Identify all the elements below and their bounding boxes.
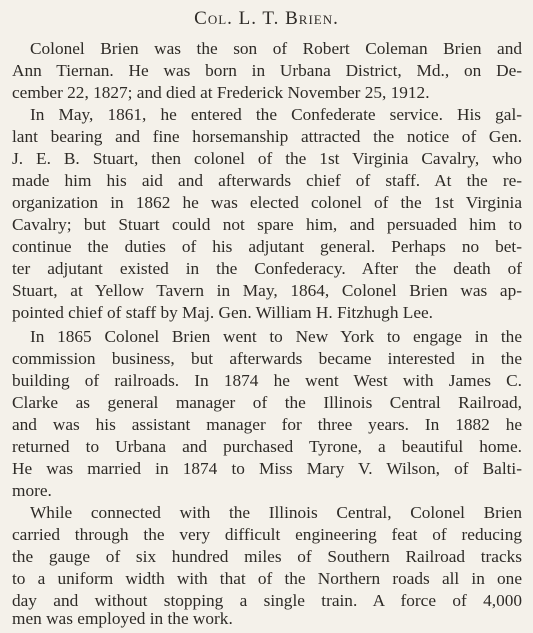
- paragraph-2-line-1: In May, 1861, he entered the Confederate service. His gal-: [30, 105, 522, 124]
- paragraph-4-line-6: men was employed in the work.: [12, 609, 233, 628]
- paragraph-4-line-4: to a uniform width with that of the Northern roads all in one: [12, 569, 522, 588]
- paragraph-3-line-8: more.: [12, 481, 52, 500]
- paragraph-2-line-4: made him his aid and afterwards chief of staff. At the re-: [12, 171, 522, 190]
- paragraph-2-line-10: pointed chief of staff by Maj. Gen. William H. Fitzhugh Lee.: [12, 303, 434, 322]
- paragraph-2-line-8: ter adjutant existed in the Confederacy. After the death of: [12, 259, 522, 278]
- paragraph-2-line-9: Stuart, at Yellow Tavern in May, 1864, Colonel Brien was ap-: [12, 281, 522, 300]
- paragraph-4-line-3: the gauge of six hundred miles of Southern Railroad tracks: [12, 547, 522, 566]
- paragraph-3-line-6: returned to Urbana and purchased Tyrone, a beautiful home.: [12, 437, 522, 456]
- paragraph-4-line-1: While connected with the Illinois Central, Colonel Brien: [30, 503, 522, 522]
- paragraph-4-line-2: carried through the very difficult engineering feat of reducing: [12, 525, 522, 544]
- paragraph-3-line-1: In 1865 Colonel Brien went to New York to engage in the: [30, 327, 522, 346]
- paragraph-2-line-6: Cavalry; but Stuart could not spare him, and persuaded him to: [12, 215, 522, 234]
- paragraph-3-line-3: building of railroads. In 1874 he went West with James C.: [12, 371, 522, 390]
- paragraph-1-line-3: cember 22, 1827; and died at Frederick November 25, 1912.: [12, 83, 430, 102]
- paragraph-3-line-7: He was married in 1874 to Miss Mary V. Wilson, of Balti-: [12, 459, 522, 478]
- paragraph-3-line-2: commission business, but afterwards became interested in the: [12, 349, 522, 368]
- paragraph-2-line-5: organization in 1862 he was elected colonel of the 1st Virginia: [12, 193, 522, 212]
- paragraph-2-line-3: J. E. B. Stuart, then colonel of the 1st Virginia Cavalry, who: [12, 149, 522, 168]
- paragraph-2-line-7: continue the duties of his adjutant general. Perhaps no bet-: [12, 237, 522, 256]
- paragraph-2-line-2: lant bearing and fine horsemanship attracted the notice of Gen.: [12, 127, 522, 146]
- paragraph-1-line-2: Ann Tiernan. He was born in Urbana District, Md., on De-: [12, 61, 522, 80]
- paragraph-3-line-5: and was his assistant manager for three years. In 1882 he: [12, 415, 522, 434]
- paragraph-4-line-5: day and without stopping a single train. A force of 4,000: [12, 591, 522, 610]
- page-title: Col. L. T. Brien.: [194, 8, 339, 29]
- paragraph-1-line-1: Colonel Brien was the son of Robert Coleman Brien and: [30, 39, 522, 58]
- paragraph-3-line-4: Clarke as general manager of the Illinois Central Railroad,: [12, 393, 522, 412]
